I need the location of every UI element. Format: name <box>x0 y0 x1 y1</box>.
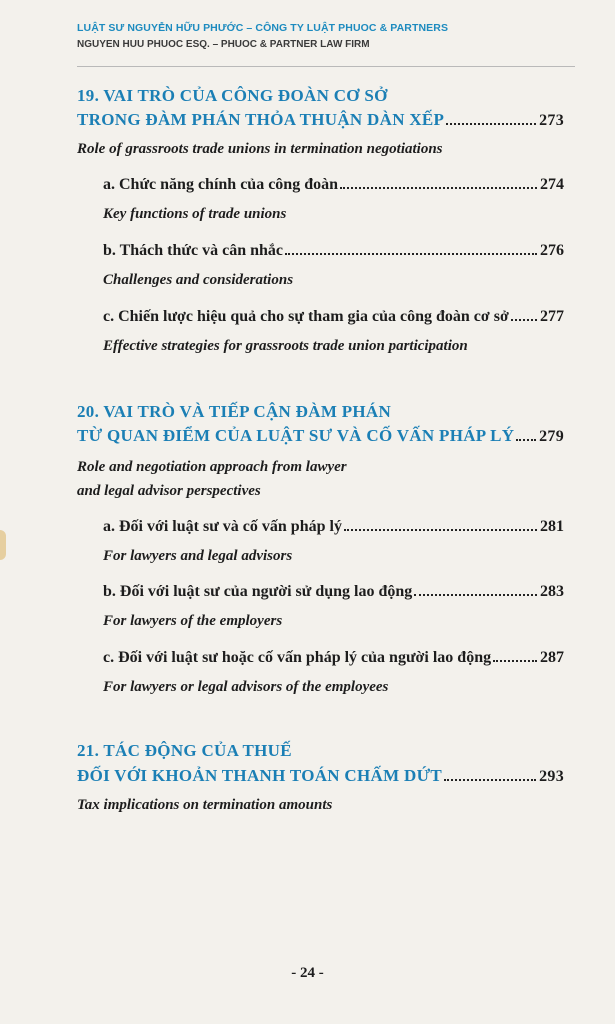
toc-entry-20a[interactable] <box>103 518 564 536</box>
section-20-english-line2: and legal advisor perspectives <box>77 483 261 499</box>
section-19-title-line2[interactable] <box>77 110 564 130</box>
toc-entry-19b-english: Challenges and considerations <box>103 272 294 288</box>
dot-leader <box>285 253 537 255</box>
section-19-page: 273 <box>539 112 564 129</box>
toc-entry-19a[interactable] <box>103 176 564 194</box>
dot-leader <box>493 660 537 662</box>
toc-entry-19b[interactable] <box>103 242 564 260</box>
toc-entry-page: 283 <box>540 583 564 600</box>
page-number: - 24 - <box>291 965 324 981</box>
section-21-title-line1: 21. TÁC ĐỘNG CỦA THUẾ <box>77 741 292 760</box>
section-20-english-line1: Role and negotiation approach from lawyer <box>77 459 347 475</box>
section-21-english: Tax implications on termination amounts <box>77 797 333 813</box>
section-21-page: 293 <box>539 768 564 785</box>
toc-entry-page: 274 <box>540 176 564 193</box>
dot-leader <box>344 529 537 531</box>
toc-entry-title: c. Đối với luật sư hoặc cố vấn pháp lý của người lao động <box>103 649 492 666</box>
toc-entry-page: 281 <box>540 518 564 535</box>
toc-entry-20b-english: For lawyers of the employers <box>103 613 283 629</box>
header-divider <box>77 66 575 67</box>
toc-entry-20a-english: For lawyers and legal advisors <box>103 548 293 564</box>
section-21-title-text: ĐỐI VỚI KHOẢN THANH TOÁN CHẤM DỨT <box>77 766 443 785</box>
toc-entry-20b[interactable] <box>103 583 564 601</box>
toc-entry-20c[interactable] <box>103 649 564 667</box>
section-20-title-text: TỪ QUAN ĐIỂM CỦA LUẬT SƯ VÀ CỐ VẤN PHÁP LÝ <box>77 426 515 445</box>
section-21-title-line2[interactable] <box>77 766 564 786</box>
dot-leader <box>511 319 537 321</box>
toc-entry-page: 277 <box>540 308 564 325</box>
toc-entry-19c[interactable] <box>103 308 564 326</box>
dot-leader <box>340 187 537 189</box>
toc-entry-page: 287 <box>540 649 564 666</box>
toc-entry-title: a. Đối với luật sư và cố vấn pháp lý <box>103 518 342 535</box>
section-19-title-line1: 19. VAI TRÒ CỦA CÔNG ĐOÀN CƠ SỞ <box>77 86 388 105</box>
toc-entry-title: a. Chức năng chính của công đoàn <box>103 176 338 193</box>
section-20-title-line1: 20. VAI TRÒ VÀ TIẾP CẬN ĐÀM PHÁN <box>77 402 392 421</box>
toc-entry-19c-english: Effective strategies for grassroots trade union participation <box>103 338 468 354</box>
header-vietnamese: LUẬT SƯ NGUYỄN HỮU PHƯỚC – CÔNG TY LUẬT PHUOC & PARTNERS <box>77 22 449 34</box>
toc-entry-title: b. Đối với luật sư của người sử dụng lao động <box>103 583 413 600</box>
section-20-title-line2[interactable] <box>77 426 564 446</box>
running-header <box>77 22 547 50</box>
section-19-title-text: TRONG ĐÀM PHÁN THỎA THUẬN DÀN XẾP <box>77 110 445 129</box>
toc-entry-title: c. Chiến lược hiệu quả cho sự tham gia của công đoàn cơ sở <box>103 308 509 325</box>
dot-leader <box>414 594 537 596</box>
toc-entry-page: 276 <box>540 242 564 259</box>
header-english: NGUYEN HUU PHUOC ESQ. – PHUOC & PARTNER LAW FIRM <box>77 39 370 50</box>
page-edge-shadow <box>0 530 6 560</box>
toc-entry-19a-english: Key functions of trade unions <box>103 206 287 222</box>
section-19-english: Role of grassroots trade unions in termination negotiations <box>77 141 443 157</box>
dot-leader <box>516 439 536 441</box>
dot-leader <box>446 123 536 125</box>
toc-entry-20c-english: For lawyers or legal advisors of the employees <box>103 679 389 695</box>
toc-entry-title: b. Thách thức và cân nhắc <box>103 242 284 259</box>
dot-leader <box>444 779 536 781</box>
section-20-page: 279 <box>539 428 564 445</box>
